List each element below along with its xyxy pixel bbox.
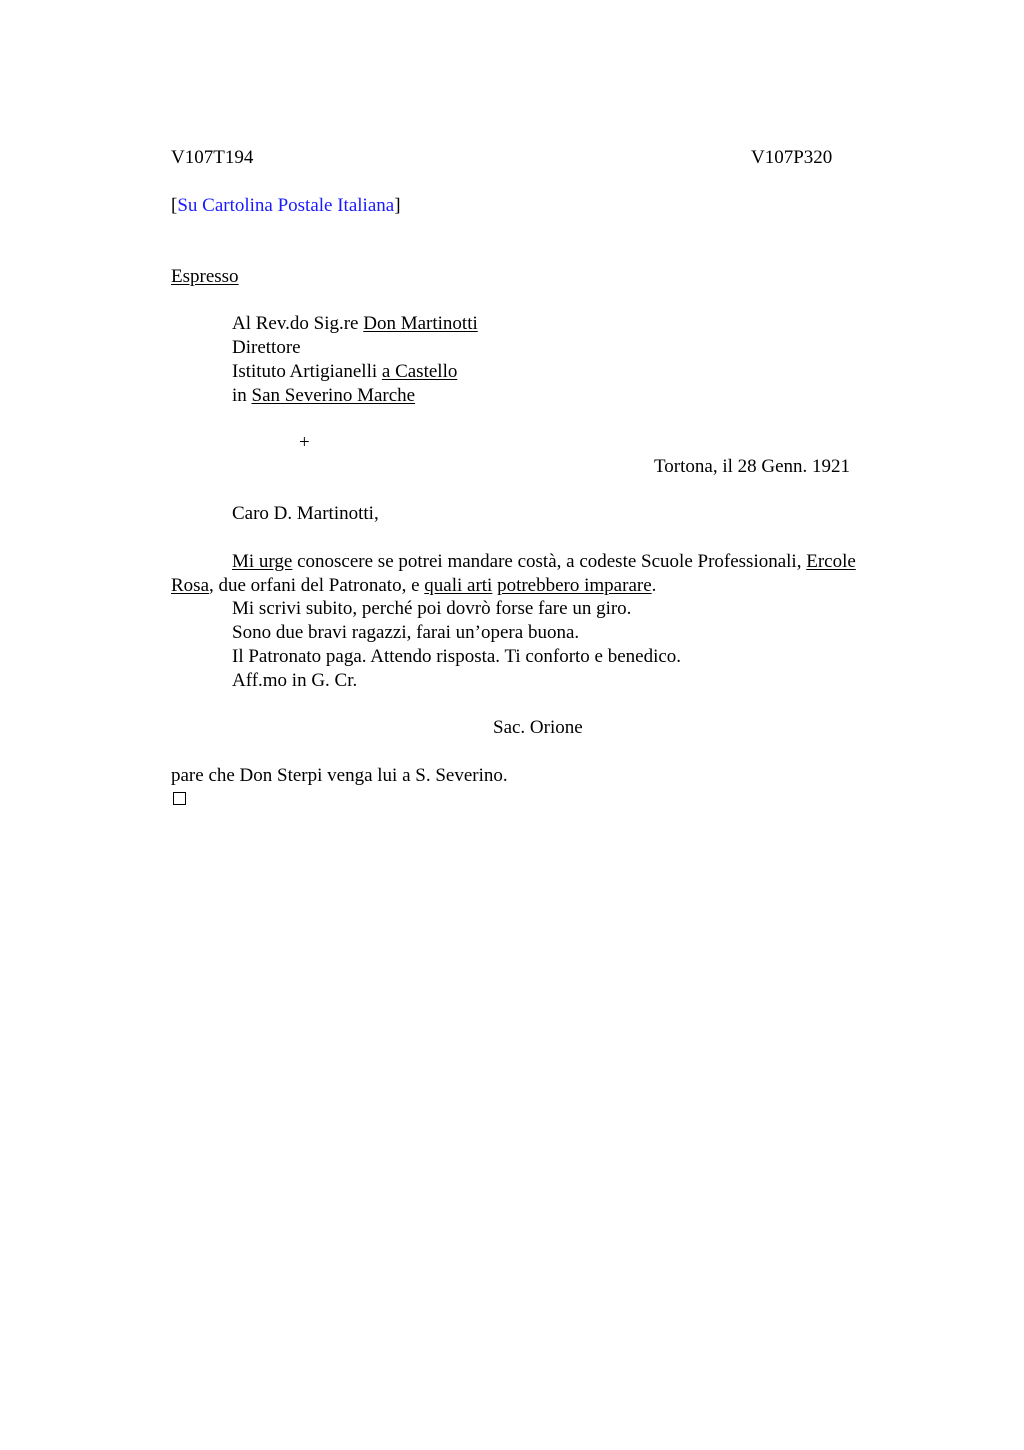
document-code-right: V107P320 (751, 147, 833, 168)
emphasis-mi-urge: Mi urge (232, 551, 293, 572)
body-line-3: Sono due bravi ragazzi, farai un’opera buona. (232, 622, 580, 643)
body-line-1-continued (171, 574, 656, 598)
body-text: , due orfani del Patronato, e (209, 575, 425, 596)
cross-symbol: + (299, 432, 310, 453)
city-name: San Severino Marche (251, 385, 416, 406)
postscript: pare che Don Sterpi venga lui a S. Severino. (171, 765, 508, 786)
bracket-close: ] (394, 195, 401, 216)
address-line-4 (232, 384, 415, 408)
body-text: . (651, 575, 657, 596)
emphasis-rosa: Rosa (171, 575, 209, 596)
body-line-1 (232, 550, 856, 574)
body-line-4: Il Patronato paga. Attendo risposta. Ti conforto e benedico. (232, 646, 682, 667)
end-box-icon (173, 792, 186, 805)
signature: Sac. Orione (493, 717, 583, 738)
address-line-3 (232, 360, 457, 384)
recipient-name: Don Martinotti (363, 313, 478, 334)
city-prefix: in (232, 385, 252, 406)
espresso-label: Espresso (171, 266, 239, 287)
body-line-2: Mi scrivi subito, perché poi dovrò forse fare un giro. (232, 598, 632, 619)
emphasis-potrebbero-imparare: potrebbero imparare (497, 575, 652, 596)
editorial-note (171, 194, 401, 218)
address-line-2: Direttore (232, 337, 301, 358)
institute-name: Istituto Artigianelli (232, 361, 382, 382)
salutation: Caro D. Martinotti, (232, 503, 379, 524)
body-text: conoscere se potrei mandare costà, a codeste Scuole Professionali, (292, 551, 807, 572)
closing: Aff.mo in G. Cr. (232, 670, 358, 691)
emphasis-ercole: Ercole (806, 551, 856, 572)
place-date: Tortona, il 28 Genn. 1921 (654, 456, 851, 477)
address-line-1 (232, 312, 478, 336)
note-text: Su Cartolina Postale Italiana (177, 195, 395, 216)
emphasis-quali-arti: quali arti (424, 575, 493, 596)
bracket-open: [ (171, 195, 178, 216)
address-prefix: Al Rev.do Sig.re (232, 313, 364, 334)
document-code-left: V107T194 (171, 147, 254, 168)
institute-place: a Castello (381, 361, 458, 382)
